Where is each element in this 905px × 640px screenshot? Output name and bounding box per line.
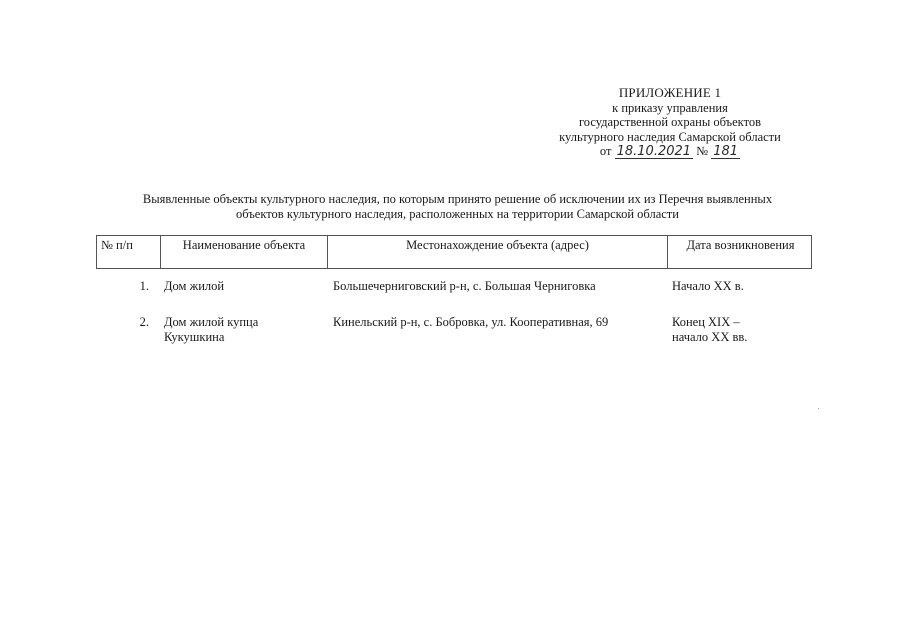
header-cell-number — [97, 236, 161, 268]
objects-table — [96, 235, 812, 345]
row-name-line: Кукушкина — [164, 329, 225, 344]
table-header — [96, 235, 812, 269]
row-address: Кинельский р-н, с. Бобровка, ул. Кооперативная, 69 — [333, 315, 609, 329]
table-row — [96, 315, 812, 355]
from-label: от — [599, 144, 612, 158]
row-number: 2. — [139, 315, 149, 329]
order-date: 18.10.2021 — [616, 144, 692, 159]
order-date-field — [615, 145, 693, 159]
row-number: 1. — [139, 279, 149, 293]
table-body — [96, 269, 812, 345]
scan-speck — [818, 408, 819, 409]
appendix-label: ПРИЛОЖЕНИЕ 1 — [618, 85, 722, 100]
row-name — [160, 279, 327, 294]
document-title-line-1: Выявленные объекты культурного наследия, по которым принято решение об исключении их из Перечня выявленных — [142, 192, 773, 206]
row-name-line: Дом жилой купца — [164, 315, 259, 329]
table-row — [96, 279, 812, 315]
header-cell-name — [161, 236, 328, 268]
header-date-label: Дата возникновения — [686, 238, 795, 252]
row-name — [160, 315, 327, 344]
row-date-line: Конец XIX – — [672, 315, 740, 329]
appendix-line-1: к приказу управления — [612, 100, 728, 115]
appendix-line-2: государственной охраны объектов — [578, 115, 762, 129]
header-cell-date — [668, 236, 813, 268]
order-number: 181 — [713, 144, 739, 159]
header-name-label: Наименование объекта — [182, 238, 306, 252]
order-reference — [520, 144, 820, 160]
row-name-line: Дом жилой — [164, 279, 225, 293]
document-title — [100, 192, 815, 221]
row-date-line: начало XX вв. — [672, 329, 748, 344]
number-label: № — [696, 144, 709, 158]
document-title-line-2: объектов культурного наследия, расположенных на территории Самарской области — [236, 206, 679, 221]
row-address: Большечерниговский р-н, с. Большая Черниговка — [333, 279, 596, 293]
row-date — [667, 315, 812, 344]
order-number-field — [711, 145, 740, 159]
row-date — [667, 279, 812, 294]
row-date-line: Начало XX в. — [672, 279, 744, 293]
header-cell-address — [328, 236, 668, 268]
appendix-line-3: культурного наследия Самарской области — [559, 129, 781, 144]
header-number-label: № п/п — [101, 238, 133, 252]
header-address-label: Местонахождение объекта (адрес) — [406, 238, 589, 252]
appendix-header — [520, 86, 820, 160]
